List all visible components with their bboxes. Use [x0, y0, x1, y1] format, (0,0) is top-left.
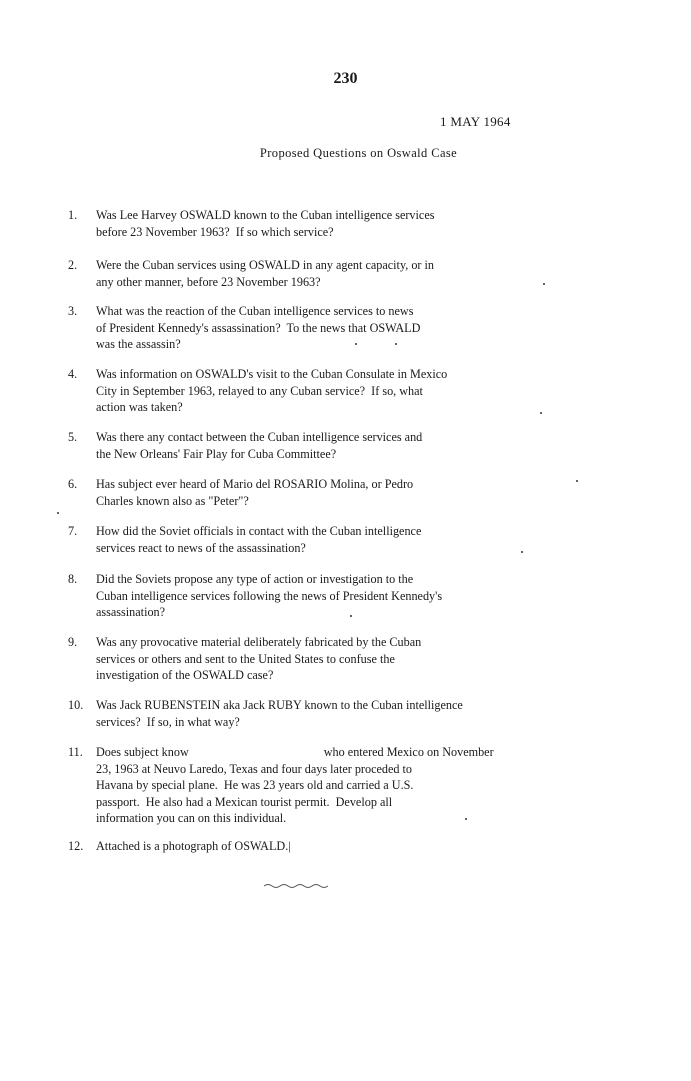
question-line [96, 744, 494, 761]
redacted-gap [189, 744, 324, 761]
question-line: passport. He also had a Mexican tourist permit. Develop all [96, 794, 393, 809]
question-line: Was Jack RUBENSTEIN aka Jack RUBY known to the Cuban intelligence [96, 698, 463, 712]
question-number: 11. [68, 745, 83, 759]
question-number: 4. [68, 367, 78, 381]
scan-dot [576, 480, 578, 482]
question-line: How did the Soviet officials in contact with the Cuban intelligence [96, 524, 422, 538]
question-3 [68, 303, 420, 353]
question-line: Attached is a photograph of OSWALD.| [96, 839, 291, 853]
question-1 [68, 207, 434, 240]
question-line: action was taken? [96, 400, 183, 414]
question-line: of President Kennedy's assassination? To the news that OSWALD [96, 320, 421, 335]
question-line: Was any provocative material deliberately fabricated by the Cuban [96, 635, 422, 649]
question-number: 5. [68, 430, 78, 444]
question-line: Was Lee Harvey OSWALD known to the Cuban intelligence services [96, 208, 435, 222]
question-9 [68, 634, 421, 684]
question-11 [68, 744, 494, 827]
question-number: 1. [68, 208, 78, 222]
question-6 [68, 476, 413, 509]
question-line: assassination? [96, 605, 166, 619]
question-line-end: who entered Mexico on November [323, 745, 494, 759]
question-line: Charles known also as "Peter"? [96, 493, 249, 508]
question-line: services or others and sent to the United States to confuse the [96, 651, 395, 666]
question-line: Were the Cuban services using OSWALD in any agent capacity, or in [96, 258, 435, 272]
document-title: Proposed Questions on Oswald Case [259, 146, 458, 160]
scan-dot [350, 615, 352, 617]
scan-mark [262, 880, 342, 890]
question-number: 7. [68, 524, 78, 538]
question-line: Was there any contact between the Cuban intelligence services and [96, 430, 423, 444]
question-line: services react to news of the assassination? [96, 540, 306, 555]
question-line: before 23 November 1963? If so which service? [96, 224, 334, 239]
question-number: 8. [68, 572, 78, 586]
question-line: 23, 1963 at Neuvo Laredo, Texas and four days later proceded to [96, 761, 413, 776]
question-number: 2. [68, 258, 78, 272]
question-line: the New Orleans' Fair Play for Cuba Committee? [96, 446, 337, 461]
question-2 [68, 257, 434, 290]
question-10 [68, 697, 463, 730]
question-line: City in September 1963, relayed to any Cuban service? If so, what [96, 383, 423, 398]
question-5 [68, 429, 422, 462]
question-line: Did the Soviets propose any type of action or investigation to the [96, 572, 414, 586]
question-line-start: Does subject know [96, 745, 189, 759]
question-line: Has subject ever heard of Mario del ROSARIO Molina, or Pedro [96, 477, 414, 491]
question-line: Was information on OSWALD's visit to the Cuban Consulate in Mexico [96, 367, 448, 381]
question-number: 10. [68, 698, 84, 712]
scan-dot [355, 343, 357, 345]
question-number: 12. [68, 839, 84, 853]
question-7 [68, 523, 421, 556]
scan-dot [395, 343, 397, 345]
scan-dot [543, 283, 545, 285]
scan-dot [521, 551, 523, 553]
question-line: any other manner, before 23 November 1963? [96, 274, 321, 289]
question-line: What was the reaction of the Cuban intelligence services to news [96, 304, 414, 318]
question-line: was the assassin? [96, 337, 181, 351]
document-date: 1 MAY 1964 [440, 114, 511, 129]
question-line: investigation of the OSWALD case? [96, 668, 274, 682]
scan-dot [57, 512, 59, 514]
page-number: 230 [333, 70, 358, 87]
question-number: 3. [68, 304, 78, 318]
question-line: Cuban intelligence services following the news of President Kennedy's [96, 588, 443, 603]
scan-dot [465, 818, 467, 820]
question-line: services? If so, in what way? [96, 714, 240, 729]
question-number: 9. [68, 635, 78, 649]
question-4 [68, 366, 447, 416]
scan-dot [540, 412, 542, 414]
question-number: 6. [68, 477, 78, 491]
question-line: Havana by special plane. He was 23 years old and carried a U.S. [96, 778, 414, 792]
question-line: information you can on this individual. [96, 811, 287, 825]
question-8 [68, 571, 442, 621]
question-12 [68, 838, 291, 855]
